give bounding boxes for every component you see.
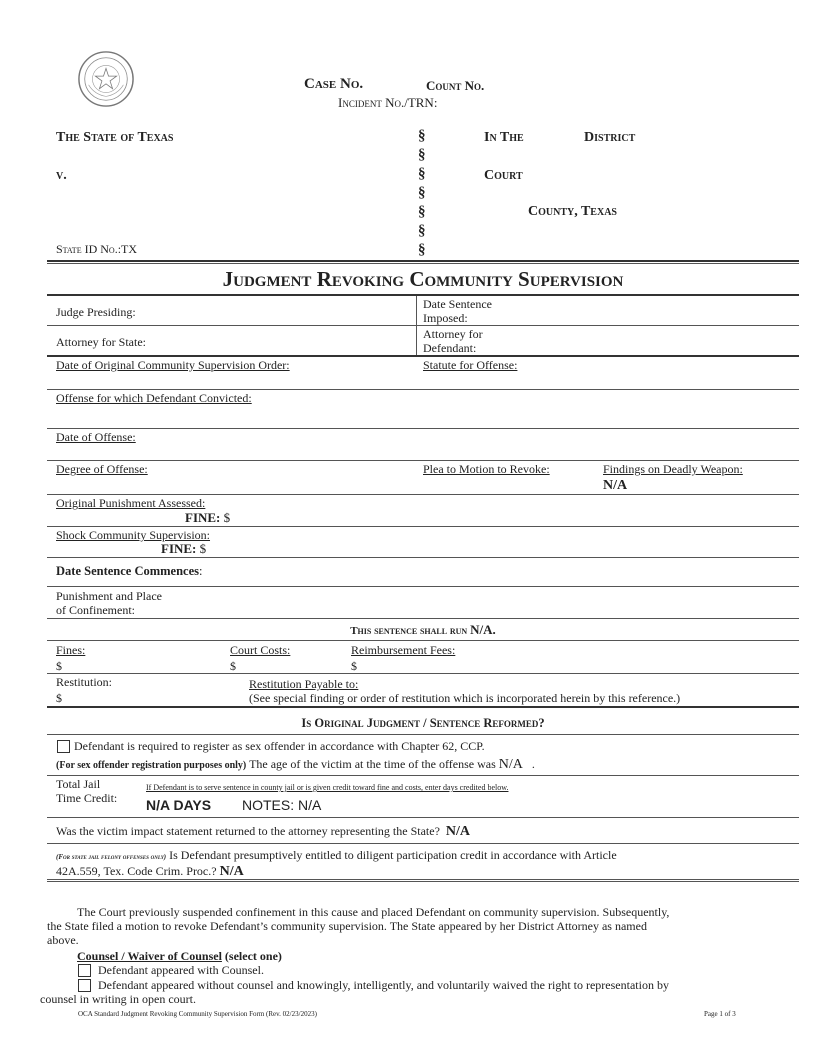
counsel-option-2a: Defendant appeared without counsel and knowingly, intelligently, and voluntarily waived the right to representation by [98, 978, 669, 992]
restitution-note: (See special finding or order of restitution which is incorporated herein by this reference.) [249, 691, 681, 705]
jail-credit-instruction: If Defendant is to serve sentence in county jail or is given credit toward fine and costs, enter days credited below. [146, 783, 509, 792]
page-title: Judgment Revoking Community Supervision [222, 267, 624, 291]
date-original-order-label: Date of Original Community Supervision Order: [56, 358, 290, 372]
original-punishment-label: Original Punishment Assessed: [56, 496, 206, 510]
original-fine: FINE: $ [185, 510, 231, 525]
section-symbol: § [418, 223, 426, 239]
case-no-label: Case No. [304, 76, 364, 92]
section-symbol: § [418, 147, 426, 163]
victim-impact-row: Was the victim impact statement returned to the attorney representing the State? N/A [56, 824, 471, 839]
jail-credit-label-2: Time Credit: [56, 791, 118, 805]
attorney-state-label: Attorney for State: [56, 335, 146, 349]
reformed-question: Is Original Judgment / Sentence Reformed? [301, 716, 545, 730]
state-jail-row-1: (For state jail felony offenses only) Is Defendant presumptively entitled to diligent participation credit in accordance with Article [56, 848, 617, 862]
counsel-option-2-checkbox[interactable] [78, 979, 91, 992]
date-offense-label: Date of Offense: [56, 430, 136, 444]
restitution-dollar: $ [56, 691, 62, 705]
judge-presiding-label: Judge Presiding: [56, 305, 136, 319]
sex-offender-age-row: (For sex offender registration purposes only) The age of the victim at the time of the offense was N/A . [56, 757, 535, 772]
section-symbol: § [418, 185, 426, 201]
fines-label: Fines: [56, 643, 86, 657]
body-para-3: above. [47, 933, 79, 947]
state-jail-row-2: 42A.559, Tex. Code Crim. Proc.? N/A [56, 864, 244, 879]
state-id-label: State ID No.:TX [56, 242, 138, 256]
court-costs-label: Court Costs: [230, 643, 291, 657]
date-sentence-commences-label: Date Sentence Commences: [56, 564, 203, 578]
court-costs-dollar: $ [230, 659, 236, 673]
count-no-label: Count No. [426, 78, 485, 93]
degree-offense-label: Degree of Offense: [56, 462, 148, 476]
section-symbol: § [418, 128, 426, 144]
court-label: Court [484, 168, 523, 183]
punishment-place-label-2: of Confinement: [56, 603, 135, 617]
jail-credit-notes: NOTES: N/A [242, 797, 322, 813]
county-texas-label: County, Texas [528, 204, 617, 219]
deadly-weapon-value: N/A [603, 478, 628, 493]
section-symbol: § [418, 242, 426, 258]
incident-no-label: Incident No./TRN: [338, 95, 438, 110]
state-of-texas: The State of Texas [56, 130, 174, 145]
state-seal-icon [77, 50, 135, 108]
body-para-1: The Court previously suspended confinement in this cause and placed Defendant on community supervision. Subsequently, [77, 905, 670, 919]
date-sentence-imposed-label: Date Sentence Imposed: [423, 297, 492, 325]
page-number: Page 1 of 3 [704, 1010, 736, 1018]
district-label: District [584, 130, 636, 145]
counsel-option-2b: counsel in writing in open court. [40, 992, 196, 1006]
form-footer: OCA Standard Judgment Revoking Community Supervision Form (Rev. 02/23/2023) [78, 1010, 317, 1018]
body-para-2: the State filed a motion to revoke Defendant’s community supervision. The State appeared by her District Attorney as named [47, 919, 647, 933]
section-symbol: § [418, 166, 426, 182]
counsel-option-1-checkbox[interactable] [78, 964, 91, 977]
deadly-weapon-label: Findings on Deadly Weapon: [603, 462, 743, 476]
sentence-run: This sentence shall run N/A. [350, 622, 496, 637]
punishment-place-label-1: Punishment and Place [56, 589, 162, 603]
offense-convicted-label: Offense for which Defendant Convicted: [56, 391, 252, 405]
shock-fine: FINE: $ [161, 541, 207, 556]
reimbursement-dollar: $ [351, 659, 357, 673]
plea-motion-label: Plea to Motion to Revoke: [423, 462, 550, 476]
sex-offender-register-text: Defendant is required to register as sex offender in accordance with Chapter 62, CCP. [74, 739, 485, 753]
reimbursement-fees-label: Reimbursement Fees: [351, 643, 456, 657]
restitution-payable-label: Restitution Payable to: [249, 677, 359, 691]
jail-credit-days: N/A DAYS [146, 797, 212, 813]
sex-offender-checkbox[interactable] [57, 740, 70, 753]
versus-label: v. [56, 168, 67, 183]
counsel-option-1: Defendant appeared with Counsel. [98, 963, 264, 977]
in-the-label: In The [484, 130, 524, 145]
restitution-label: Restitution: [56, 675, 113, 689]
jail-credit-label-1: Total Jail [56, 777, 101, 791]
shock-supervision-label: Shock Community Supervision: [56, 528, 211, 542]
statute-label: Statute for Offense: [423, 358, 518, 372]
fines-dollar: $ [56, 659, 62, 673]
counsel-heading: Counsel / Waiver of Counsel (select one) [77, 949, 282, 963]
attorney-defendant-label: Attorney for Defendant: [423, 327, 483, 355]
section-symbol: § [418, 204, 426, 220]
